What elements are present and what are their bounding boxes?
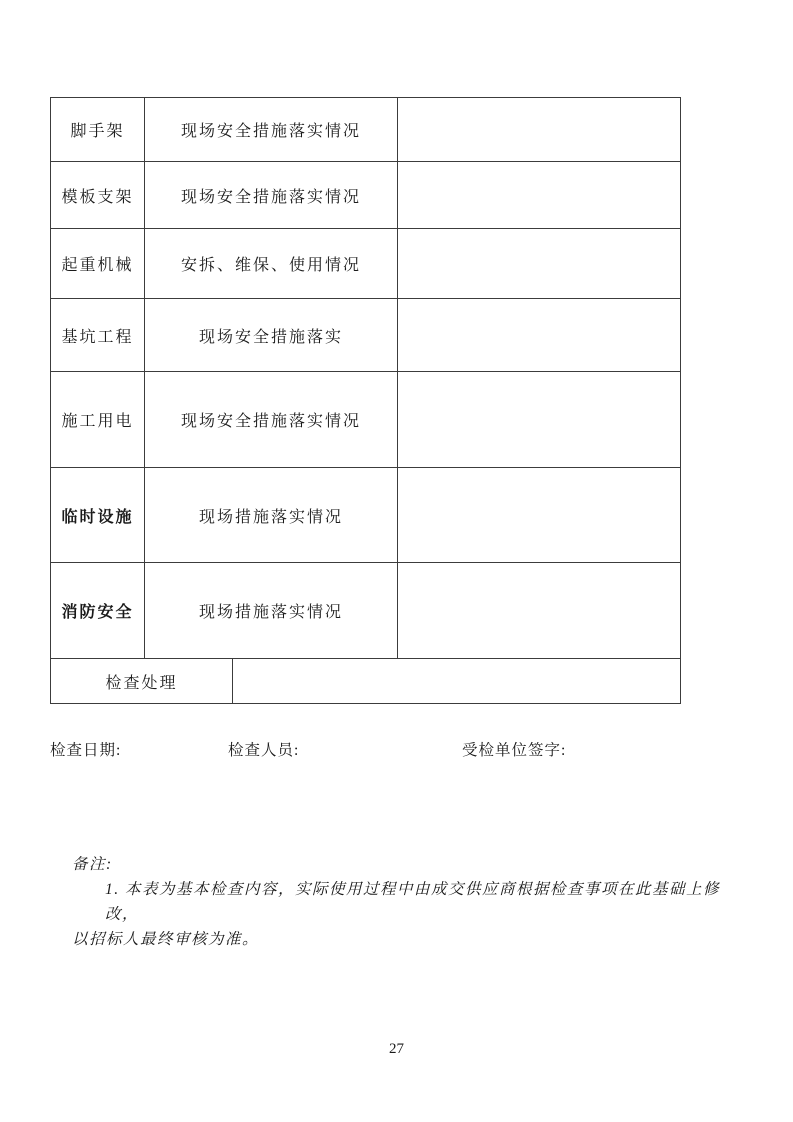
notes-line-2: 以招标人最终审核为准。 [72, 931, 260, 948]
inspection-table [50, 97, 681, 704]
inspector-label: 检查人员: [228, 742, 300, 759]
unit-sign-label: 受检单位签字: [462, 742, 567, 759]
result-cell [398, 299, 681, 372]
item-cell: 临时设施 [51, 468, 145, 563]
item-cell: 施工用电 [51, 372, 145, 468]
result-cell [398, 468, 681, 563]
check-cell: 现场措施落实情况 [145, 468, 398, 563]
page-number: 27 [389, 1041, 404, 1057]
check-cell: 现场安全措施落实情况 [145, 162, 398, 229]
item-cell: 模板支架 [51, 162, 145, 229]
notes-title: 备注: [72, 856, 113, 873]
date-label: 检查日期: [50, 742, 122, 759]
check-cell: 现场措施落实情况 [145, 563, 398, 659]
item-cell: 消防安全 [51, 563, 145, 659]
notes-section [72, 852, 724, 952]
footer-label-cell: 检查处理 [51, 659, 233, 704]
table-footer-row [51, 659, 681, 704]
item-cell: 脚手架 [51, 98, 145, 162]
footer-value-cell [233, 659, 681, 704]
notes-line-1: 1. 本表为基本检查内容，实际使用过程中由成交供应商根据检查事项在此基础上修改， [105, 881, 721, 923]
check-cell: 现场安全措施落实情况 [145, 372, 398, 468]
result-cell [398, 229, 681, 299]
item-cell: 起重机械 [51, 229, 145, 299]
table-row [51, 468, 681, 563]
table-row [51, 98, 681, 162]
result-cell [398, 162, 681, 229]
result-cell [398, 563, 681, 659]
result-cell [398, 372, 681, 468]
signature-line [0, 738, 793, 760]
table-row [51, 563, 681, 659]
check-cell: 现场安全措施落实 [145, 299, 398, 372]
table-row [51, 372, 681, 468]
table-row [51, 229, 681, 299]
check-cell: 现场安全措施落实情况 [145, 98, 398, 162]
table-row [51, 299, 681, 372]
table-row [51, 162, 681, 229]
result-cell [398, 98, 681, 162]
check-cell: 安拆、维保、使用情况 [145, 229, 398, 299]
item-cell: 基坑工程 [51, 299, 145, 372]
